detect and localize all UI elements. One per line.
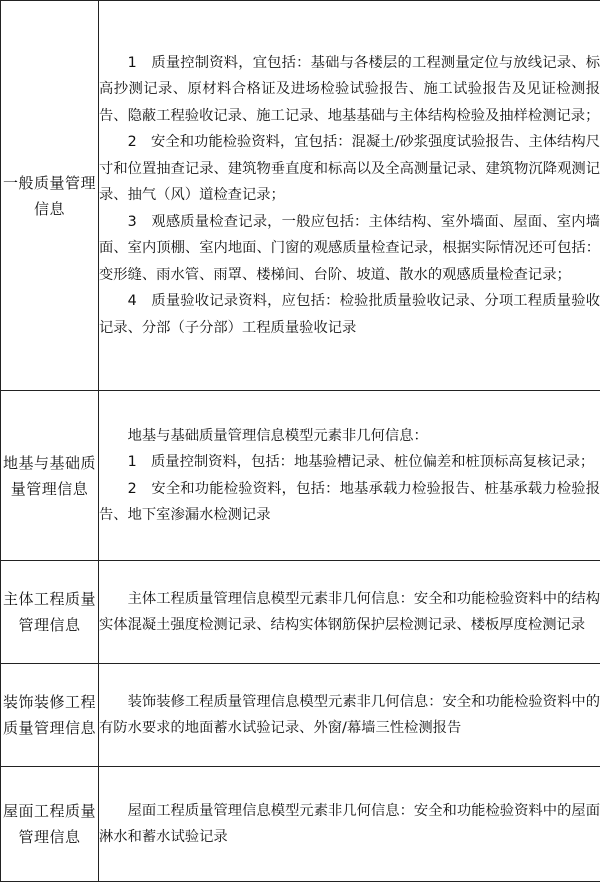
row-content (99, 561, 600, 664)
row-label: 一般质量管理信息 (1, 1, 99, 391)
row-content (99, 391, 600, 561)
content-paragraph: 2 安全和功能检验资料，包括：地基承载力检验报告、桩基承载力检验报告、地下室渗漏水检测记录 (99, 476, 600, 529)
content-paragraph: 1 质量控制资料，宜包括：基础与各楼层的工程测量定位与放线记录、标高抄测记录、原材料合格证及进场检验试验报告、施工试验报告及见证检测报告、隐蔽工程验收记录、施工记录、地基基础与主体结构检验及抽样检测记录； (99, 50, 600, 130)
row-content (99, 664, 600, 767)
content-paragraph: 2 安全和功能检验资料，宜包括：混凝土/砂浆强度试验报告、主体结构尺寸和位置抽查记录、建筑物垂直度和标高以及全高测量记录、建筑物沉降观测记录、抽气（风）道检查记录； (99, 129, 600, 209)
row-content (99, 767, 600, 882)
row-label: 装饰装修工程质量管理信息 (1, 664, 99, 767)
table-row (1, 391, 600, 561)
table-row (1, 767, 600, 882)
row-label: 屋面工程质量管理信息 (1, 767, 99, 882)
content-paragraph: 主体工程质量管理信息模型元素非几何信息：安全和功能检验资料中的结构实体混凝土强度检测记录、结构实体钢筋保护层检测记录、楼板厚度检测记录 (99, 586, 600, 639)
row-content (99, 1, 600, 391)
content-paragraph: 地基与基础质量管理信息模型元素非几何信息： (99, 423, 600, 450)
content-paragraph: 装饰装修工程质量管理信息模型元素非几何信息：安全和功能检验资料中的有防水要求的地面蓄水试验记录、外窗/幕墙三性检测报告 (99, 689, 600, 742)
content-paragraph: 4 质量验收记录资料，应包括：检验批质量验收记录、分项工程质量验收记录、分部（子分部）工程质量验收记录 (99, 288, 600, 341)
row-label: 地基与基础质量管理信息 (1, 391, 99, 561)
content-paragraph: 屋面工程质量管理信息模型元素非几何信息：安全和功能检验资料中的屋面淋水和蓄水试验记录 (99, 798, 600, 851)
table-row (1, 1, 600, 391)
table-row (1, 561, 600, 664)
content-paragraph: 3 观感质量检查记录，一般应包括：主体结构、室外墙面、屋面、室内墙面、室内顶棚、室内地面、门窗的观感质量检查记录，根据实际情况还可包括：变形缝、雨水管、雨罩、楼梯间、台阶、坡道、散水的观感质量检查记录； (99, 209, 600, 289)
content-paragraph: 1 质量控制资料，包括：地基验槽记录、桩位偏差和桩顶标高复核记录； (99, 449, 600, 476)
row-label: 主体工程质量管理信息 (1, 561, 99, 664)
table-row (1, 664, 600, 767)
